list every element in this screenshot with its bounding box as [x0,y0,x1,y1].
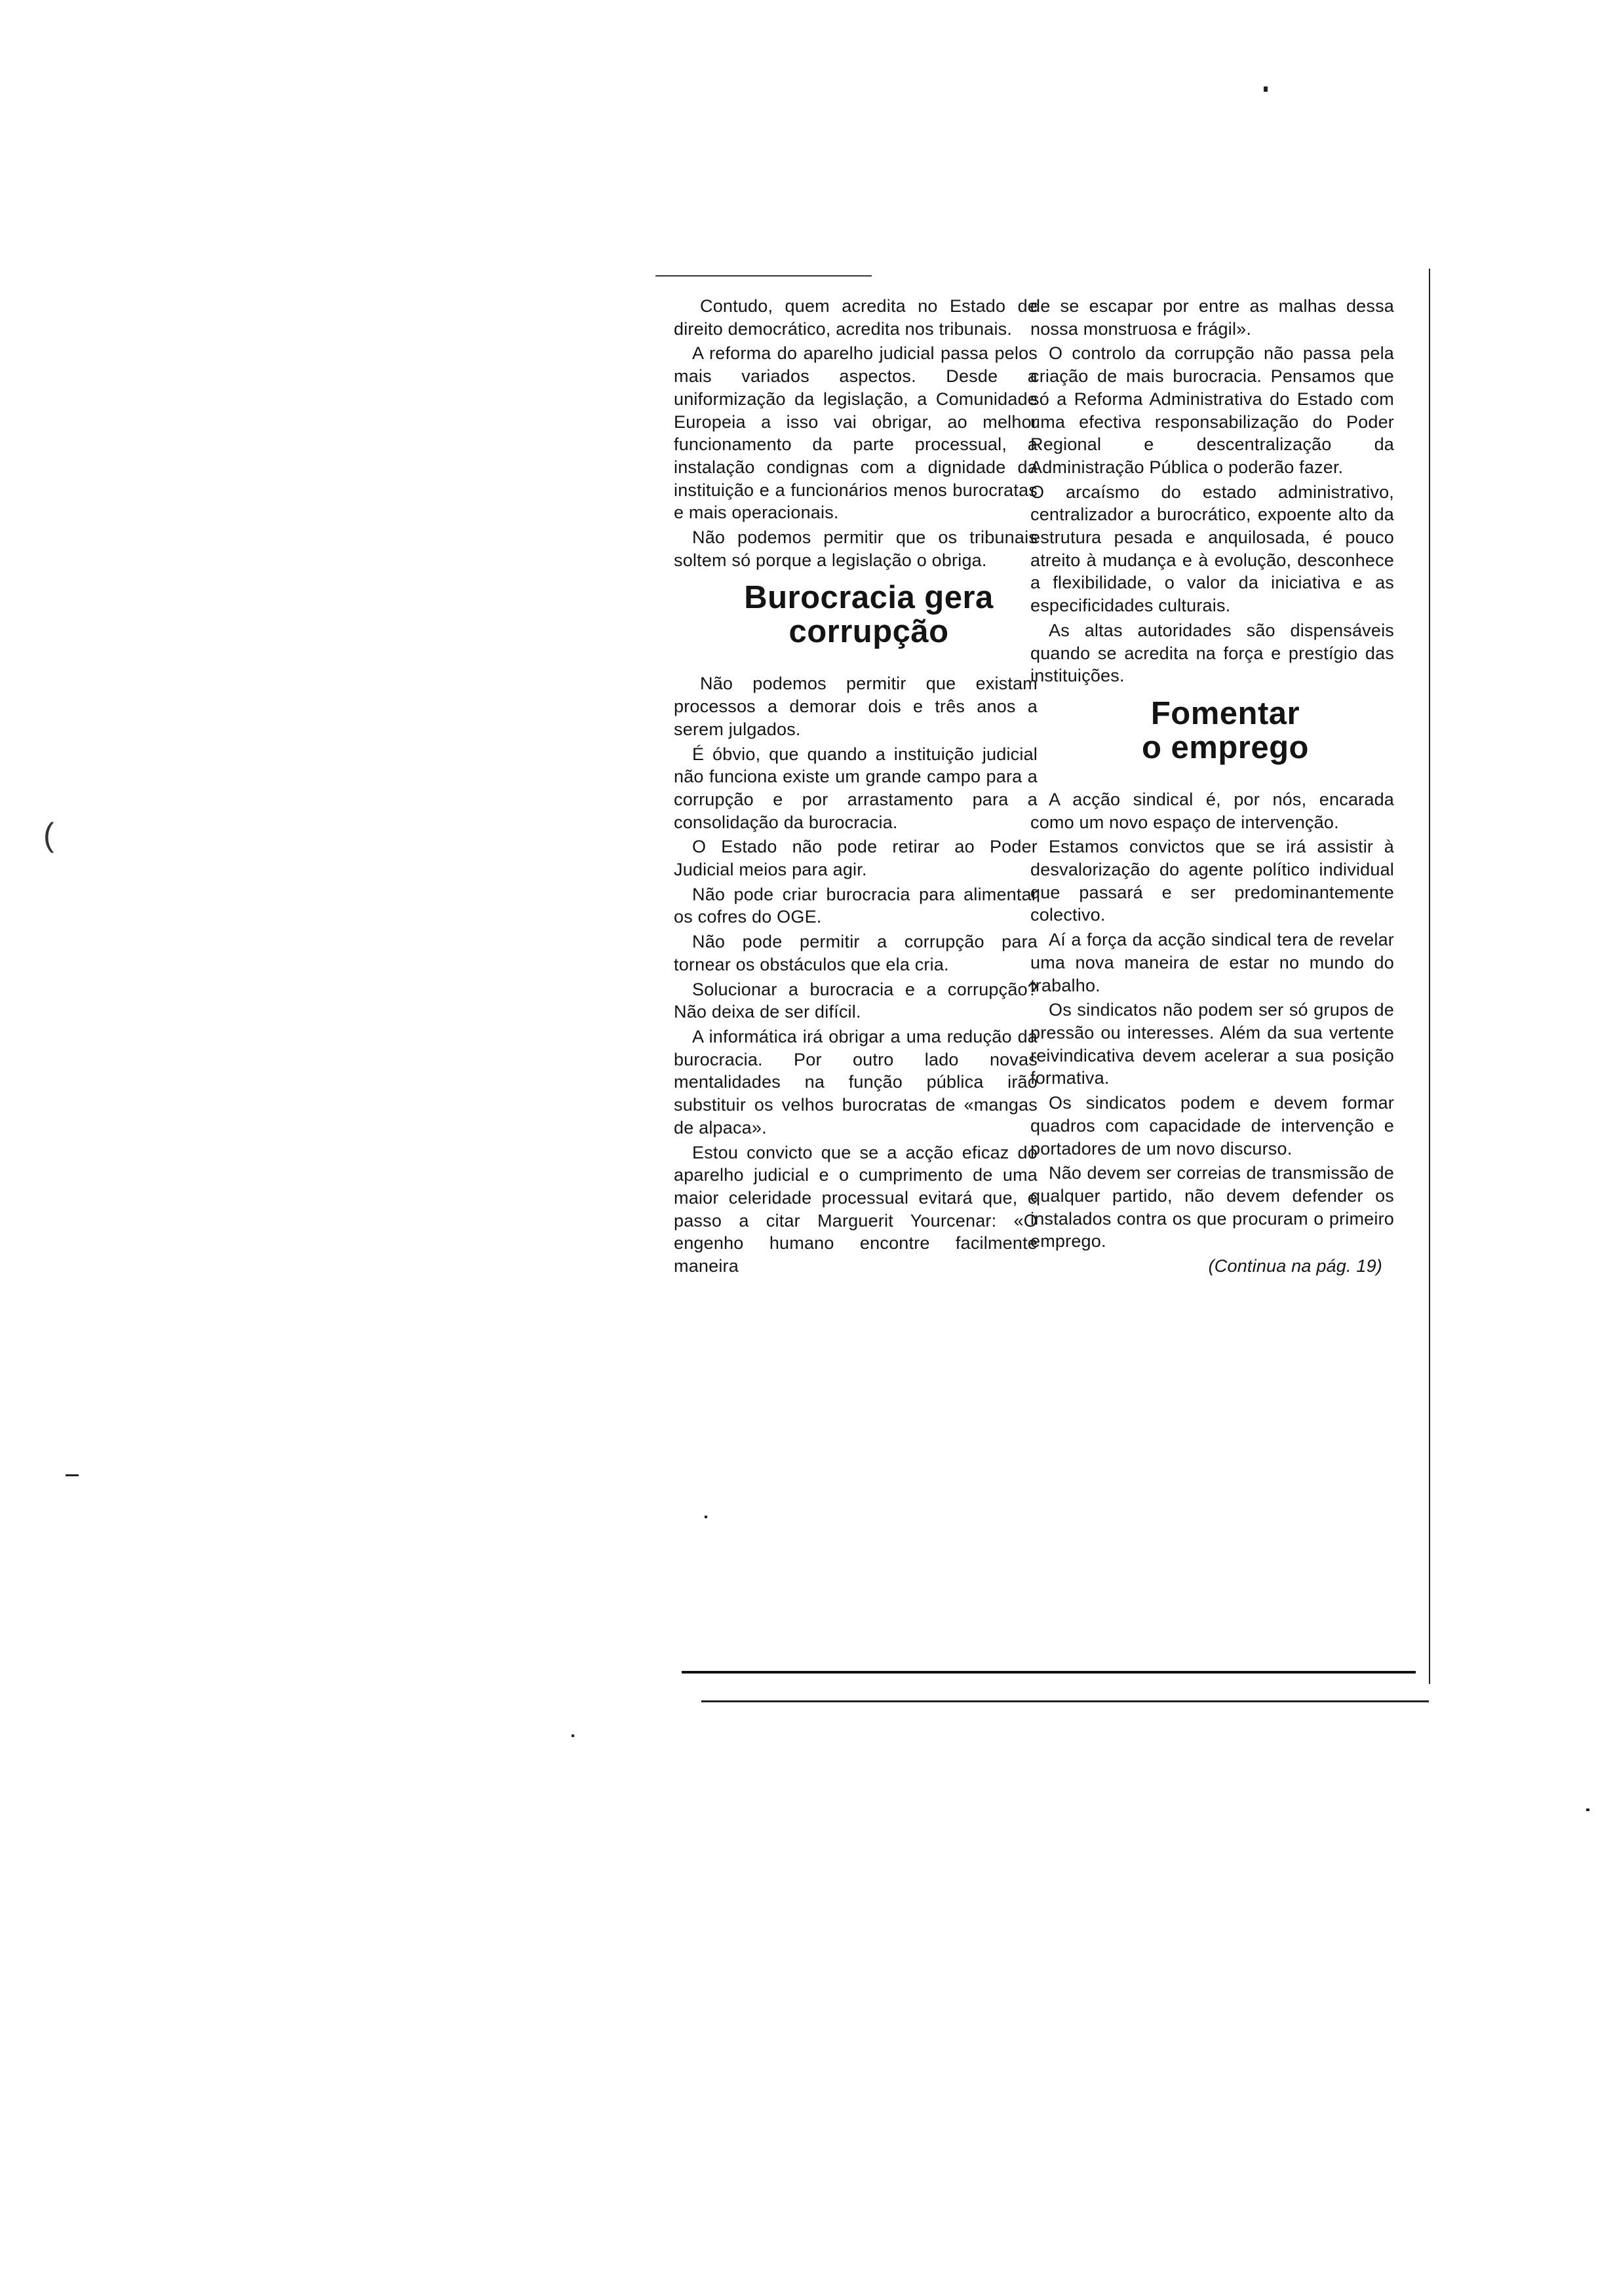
paragraph: Não podemos permitir que existam processos a demorar dois e três anos a serem julgados. [674,674,1038,739]
paragraph: Não podemos permitir que os tribunais soltem só porque a legislação o obriga. [674,527,1038,570]
top-rule [655,275,872,277]
heading-line: Fomentar [1150,695,1300,731]
paragraph: A informática irá obrigar a uma redução da burocracia. Por outro lado novas mentalidades na função pública irão substituir os velhos burocratas de «mangas de alpaca». [674,1026,1038,1138]
heading-line: corrupção [788,614,949,650]
scan-speck [705,1516,707,1518]
heading-line: Burocracia gera [744,580,994,616]
continuation-note: (Continua na pág. 19) [1208,1256,1382,1276]
bottom-rule [682,1671,1416,1674]
scan-speck [1264,86,1268,92]
paragraph: Estou convicto que se a acção eficaz do aparelho judicial e o cumprimento de uma maior celeridade processual evitará que, e passo a citar Marguerit Yourcenar: «O engenho humano encontre facilmente maneira [674,1142,1038,1276]
paragraph: Os sindicatos não podem ser só grupos de pressão ou interesses. Além da sua vertente reivindicativa devem acelerar a sua posição formativa. [1030,1000,1394,1088]
scan-mark: ( [43,816,54,853]
section-heading-burocracia [674,581,1038,649]
bottom-rule-lower [701,1700,1429,1702]
paragraph: Solucionar a burocracia e a corrupção? Não deixa de ser difícil. [674,979,1038,1022]
clipping-right-edge [1429,269,1430,1684]
scan-speck [572,1734,574,1737]
scan-speck [66,1474,79,1476]
paragraph: Não devem ser correias de transmissão de qualquer partido, não devem defender os instalados contra os que procuram o primeiro emprego. [1030,1163,1394,1252]
left-column [674,295,1038,1280]
paragraph: Não pode criar burocracia para alimentar os cofres do OGE. [674,884,1038,927]
section-heading-emprego [1030,697,1394,765]
paragraph: É óbvio, que quando a instituição judicial não funciona existe um grande campo para a corrupção e por arrastamento para a consolidação da burocracia. [674,744,1038,832]
paragraph: As altas autoridades são dispensáveis quando se acredita na força e prestígio das instituições. [1030,620,1394,686]
newspaper-clipping [655,269,1442,1704]
paragraph: Estamos convictos que se irá assistir à desvalorização do agente político individual que passará e ser predominantemente colectivo. [1030,837,1394,925]
paragraph: A reforma do aparelho judicial passa pelos mais variados aspectos. Desde a uniformização da legislação, a Comunidade Europeia a isso vai obrigar, ao melhor funcionamento da parte processual, a instalação condignas com a dignidade da instituição e a funcionários menos burocratas e mais operacionais. [674,343,1038,523]
scan-speck [1586,1808,1589,1811]
right-column [1030,295,1394,1280]
paragraph: Os sindicatos podem e devem formar quadros com capacidade de intervenção e portadores de um novo discurso. [1030,1093,1394,1158]
paragraph: de se escapar por entre as malhas dessa nossa monstruosa e frágil». [1030,296,1394,339]
paragraph: Contudo, quem acredita no Estado de direito democrático, acredita nos tribunais. [674,296,1038,339]
paragraph: Aí a força da acção sindical tera de revelar uma nova maneira de estar no mundo do trabalho. [1030,930,1394,995]
paragraph: O controlo da corrupção não passa pela criação de mais burocracia. Pensamos que só a Reforma Administrativa do Estado com uma efectiva responsabilização do Poder Regional e descentralização da Administração Pública o poderão fazer. [1030,343,1394,477]
paragraph: A acção sindical é, por nós, encarada como um novo espaço de intervenção. [1030,789,1394,832]
paragraph: O Estado não pode retirar ao Poder Judicial meios para agir. [674,837,1038,880]
paragraph: Não pode permitir a corrupção para tornear os obstáculos que ela cria. [674,932,1038,974]
heading-line: o emprego [1142,729,1309,765]
paragraph: O arcaísmo do estado administrativo, centralizador a burocrático, expoente alto da estrutura pesada e anquilosada, é pouco atreito à mudança e à evolução, desconhece a flexibilidade, o valor da iniciativa e as especificidades culturais. [1030,482,1394,616]
